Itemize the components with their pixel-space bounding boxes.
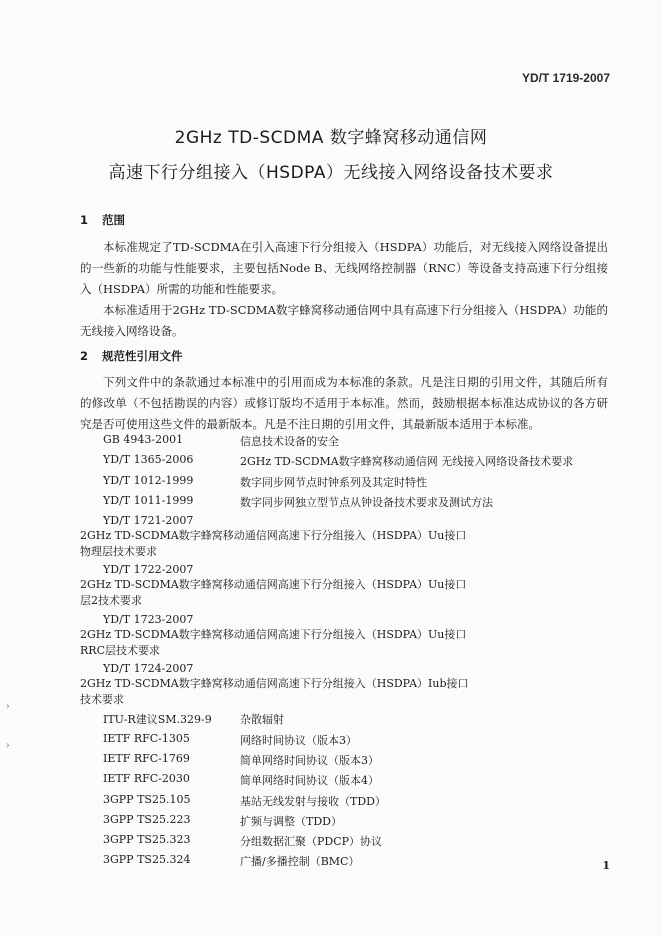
reference-code: IETF RFC-1305 [103,731,190,745]
reference-code: YD/T 1721-2007 [103,514,194,528]
section-heading-scope [80,212,125,228]
reference-code: GB 4943-2001 [103,433,184,446]
reference-title: 扩频与调整（TDD） [240,814,342,828]
reference-item [80,474,620,494]
reference-item [80,433,620,453]
reference-title-continuation: 技术要求 [80,693,124,707]
reference-title: 基站无线发射与接收（TDD） [240,794,386,808]
reference-item [80,833,620,853]
reference-title: 数字同步网节点时钟系列及其定时特性 [240,475,427,489]
reference-code: ITU-R建议SM.329-9 [103,713,212,727]
reference-title: 简单网络时间协议（版本3） [240,753,379,767]
reference-title: 杂散辐射 [240,713,284,727]
reference-title: 分组数据汇聚（PDCP）协议 [240,835,383,849]
reference-item [80,853,620,873]
reference-item [80,453,620,473]
reference-code: YD/T 1365-2006 [103,453,194,467]
reference-title-continuation: RRC层技术要求 [80,643,160,657]
reference-code: YD/T 1722-2007 [103,563,194,577]
reference-item [80,752,620,772]
reference-title: 2GHz TD-SCDMA数字蜂窝移动通信网高速下行分组接入（HSDPA）Uu接口 [80,578,467,592]
reference-title-continuation: 物理层技术要求 [80,545,157,559]
page-number: 1 [602,859,610,872]
reference-title: 2GHz TD-SCDMA数字蜂窝移动通信网高速下行分组接入（HSDPA）Uu接口 [80,627,467,641]
reference-title-continuation: 层2技术要求 [80,594,142,608]
reference-title: 网络时间协议（版本3） [240,733,357,747]
reference-title: 信息技术设备的安全 [240,435,339,448]
section-title: 范围 [102,213,125,227]
reference-title: 数字同步网独立型节点从钟设备技术要求及测试方法 [240,495,493,509]
scan-margin-mark: › [6,702,10,712]
title-line-1: 2GHz TD-SCDMA 数字蜂窝移动通信网 [174,128,488,148]
reference-item [80,813,620,833]
reference-code: YD/T 1723-2007 [103,612,194,626]
reference-title: 2GHz TD-SCDMA数字蜂窝移动通信网高速下行分组接入（HSDPA）Uu接口 [80,529,467,543]
reference-item [80,494,620,514]
reference-code: 3GPP TS25.323 [103,833,191,847]
reference-title: 2GHz TD-SCDMA数字蜂窝移动通信网 无线接入网络设备技术要求 [240,455,574,469]
reference-code: IETF RFC-1769 [103,751,190,765]
section-number: 2 [80,349,89,363]
reference-item [80,772,620,792]
reference-item [80,732,620,752]
section-heading-normative-references [80,348,183,364]
title-line-2: 高速下行分组接入（HSDPA）无线接入网络设备技术要求 [108,163,554,183]
references-intro-paragraph: 下列文件中的条款通过本标准中的引用而成为本标准的条款。凡是注日期的引用文件，其随后所有的修改单（不包括勘误的内容）或修订版均不适用于本标准。然而，鼓励根据本标准达成协议的各方研究是否可使用这些文件的最新版本。凡是不注日期的引用文件，其最新版本适用于本标准。 [80,375,608,431]
reference-code: YD/T 1724-2007 [103,662,194,676]
reference-code: IETF RFC-2030 [103,772,190,786]
reference-item [80,563,620,612]
section-title: 规范性引用文件 [102,349,183,363]
reference-title: 广播/多播控制（BMC） [240,855,360,869]
reference-code: 3GPP TS25.105 [103,792,191,806]
reference-code: 3GPP TS25.324 [103,853,191,867]
reference-item [80,711,620,731]
reference-title: 简单网络时间协议（版本4） [240,774,379,788]
reference-title: 2GHz TD-SCDMA数字蜂窝移动通信网高速下行分组接入（HSDPA）Iub接口 [80,677,469,691]
reference-list [80,433,620,874]
reference-code: YD/T 1011-1999 [103,493,194,507]
reference-item [80,514,620,563]
scope-paragraph-1: 本标准规定了TD-SCDMA在引入高速下行分组接入（HSDPA）功能后，对无线接入网络设备提出的一些新的功能与性能要求，主要包括Node B、无线网络控制器（RNC）等设备支持高速下行分组接入（HSDPA）所需的功能和性能要求。 [80,240,608,296]
scope-paragraph-2: 本标准适用于2GHz TD-SCDMA数字蜂窝移动通信网中具有高速下行分组接入（HSDPA）功能的无线接入网络设备。 [80,303,608,338]
reference-item [80,793,620,813]
section-number: 1 [80,213,89,227]
reference-code: YD/T 1012-1999 [103,473,194,487]
scan-margin-mark: › [6,741,10,751]
reference-code: 3GPP TS25.223 [103,812,191,826]
reference-item [80,662,620,711]
document-code: YD/T 1719-2007 [521,71,610,85]
reference-item [80,613,620,662]
